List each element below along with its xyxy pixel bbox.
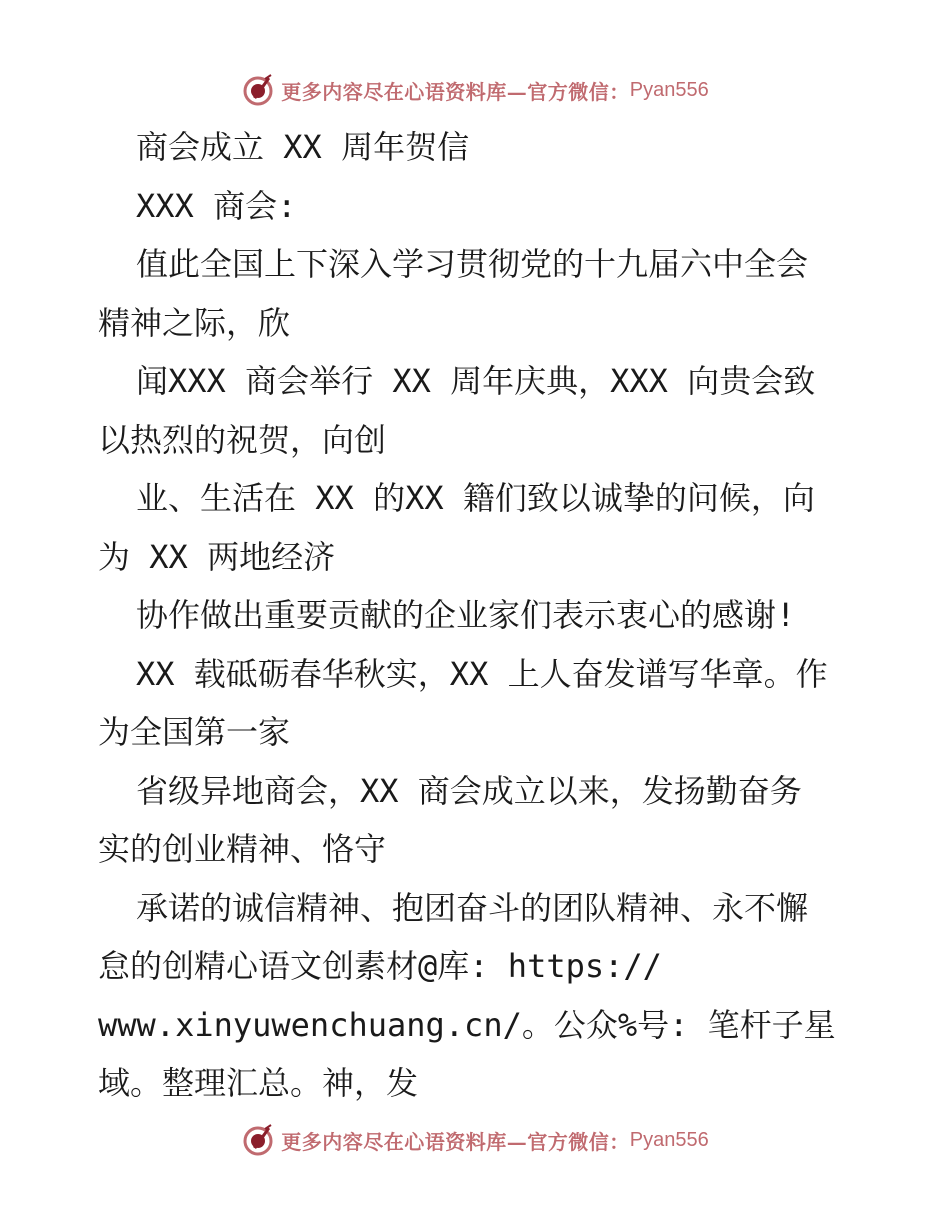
banner-text: 更多内容尽在心语资料库—官方微信：	[281, 79, 630, 104]
text-line: 闻XXX 商会举行 XX 周年庆典，XXX 向贵会致	[136, 362, 816, 400]
text-line: 为全国第一家	[98, 713, 291, 751]
text-line: 承诺的诚信精神、抱团奋斗的团队精神、永不懈	[136, 888, 809, 927]
text-line: 域。整理汇总。神，发	[98, 1064, 419, 1102]
text-line: 协作做出重要贡献的企业家们表示衷心的感谢!	[136, 596, 796, 634]
document-title: 商会成立 XX 周年贺信	[136, 128, 470, 166]
banner-handle: Pyan556	[629, 1128, 709, 1151]
text-line: 以热烈的祝贺，向创	[98, 420, 387, 459]
header-banner	[0, 70, 950, 110]
banner-text: 更多内容尽在心语资料库—官方微信：	[281, 1129, 630, 1154]
text-line: 为 XX 两地经济	[98, 537, 336, 576]
text-line: www.xinyuwenchuang.cn/。公众%号: 笔杆子星	[98, 1005, 836, 1044]
text-line: XX 载砥砺春华秋实，XX 上人奋发谱写华章。作	[136, 654, 828, 693]
footer-banner	[0, 1120, 950, 1160]
text-line: 省级异地商会，XX 商会成立以来，发扬勤奋务	[136, 771, 802, 810]
banner-handle: Pyan556	[629, 78, 709, 101]
text-line: 值此全国上下深入学习贯彻党的十九届六中全会	[136, 245, 809, 283]
salutation: XXX 商会:	[136, 186, 297, 225]
text-line: 精神之际，欣	[98, 303, 291, 342]
text-line: 业、生活在 XX 的XX 籍们致以诚挚的问候，向	[136, 479, 815, 517]
quill-circle-logo-icon	[241, 1123, 275, 1157]
quill-circle-logo-icon	[241, 73, 275, 107]
text-line: 怠的创精心语文创素材@库: https://	[98, 947, 662, 985]
document-body	[98, 118, 858, 1113]
text-line: 实的创业精神、恪守	[98, 830, 387, 868]
